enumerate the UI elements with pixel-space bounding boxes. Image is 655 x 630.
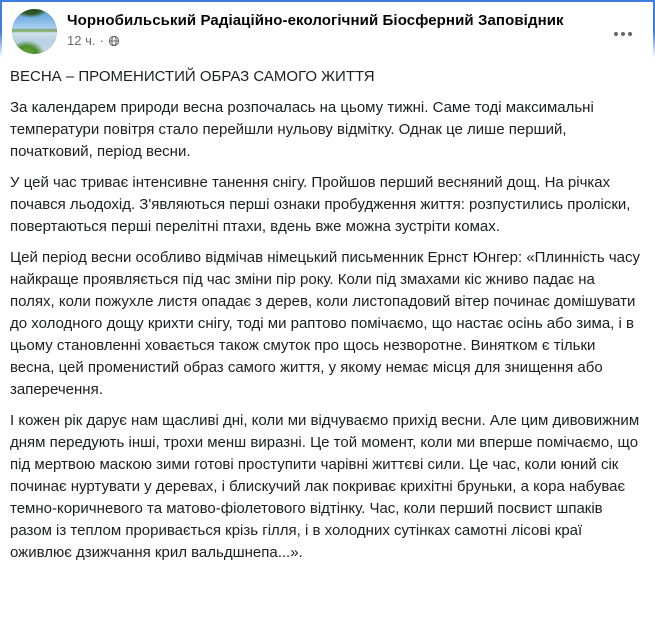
post-content xyxy=(0,54,655,564)
post-paragraph: За календарем природи весна розпочалась на цьому тижні. Саме тоді максимальні температури повітря стало перейшли нульову відмітку. Однак це лише перший, початковий, період весни. xyxy=(10,99,594,160)
globe-public-icon xyxy=(108,35,120,47)
post-meta xyxy=(67,33,564,49)
page-avatar[interactable] xyxy=(12,9,57,54)
ellipsis-icon xyxy=(628,32,632,36)
post-options-button[interactable] xyxy=(607,22,639,46)
post-paragraph: Цей період весни особливо відмічав німецький письменник Ернст Юнгер: «Плинність часу найкраще проявляється під час зміни пір року. Коли під змахами кіс жниво падає на полях, коли пожухле листя опадає з дерев, коли листопадовий вітер починає домішувати до холодного дощу крихти снігу, тоді ми раптово помічаємо, що настає осінь або зима, і в цьому становленні ховається також смуток про щось незворотне. Винятком є тільки весна, цей променистий образ самого життя, у якому немає місця для знищення або заперечення. xyxy=(10,249,640,398)
ellipsis-icon xyxy=(614,32,618,36)
post-header-text xyxy=(67,9,564,49)
post-header xyxy=(0,0,655,54)
page-name-link[interactable]: Чорнобильський Радіаційно-екологічний Біосферний Заповідник xyxy=(67,12,564,29)
post-timestamp[interactable]: 12 ч. xyxy=(67,33,96,48)
post-title: ВЕСНА – ПРОМЕНИСТИЙ ОБРАЗ САМОГО ЖИТТЯ xyxy=(10,68,375,85)
meta-separator: · xyxy=(99,33,104,48)
post-paragraph: У цей час триває інтенсивне танення снігу. Пройшов перший весняний дощ. На річках почався льодохід. З'являються перші ознаки пробудження життя: розпустились проліски, повертаються перші перелітні птахи, вдень вже можна зустріти комах. xyxy=(10,174,631,235)
post-paragraph: І кожен рік дарує нам щасливі дні, коли ми відчуваємо прихід весни. Але цим дивовижним дням передують інші, трохи менш виразні. Це той момент, коли ми вперше помічаємо, що під мертвою маскою зими готові проступити чарівні життєві сили. Це час, коли юний сік починає нуртувати у деревах, і блискучий лак покриває крихітні бруньки, а кора набуває темно-коричневого та матово-фіолетового відтінку. Час, коли перший посвист шпаків разом із теплом проривається крізь гілля, і в холодних сутінках самотні лісові краї оживлює дзижчання крил вальдшнепа...». xyxy=(10,412,640,561)
ellipsis-icon xyxy=(621,32,625,36)
